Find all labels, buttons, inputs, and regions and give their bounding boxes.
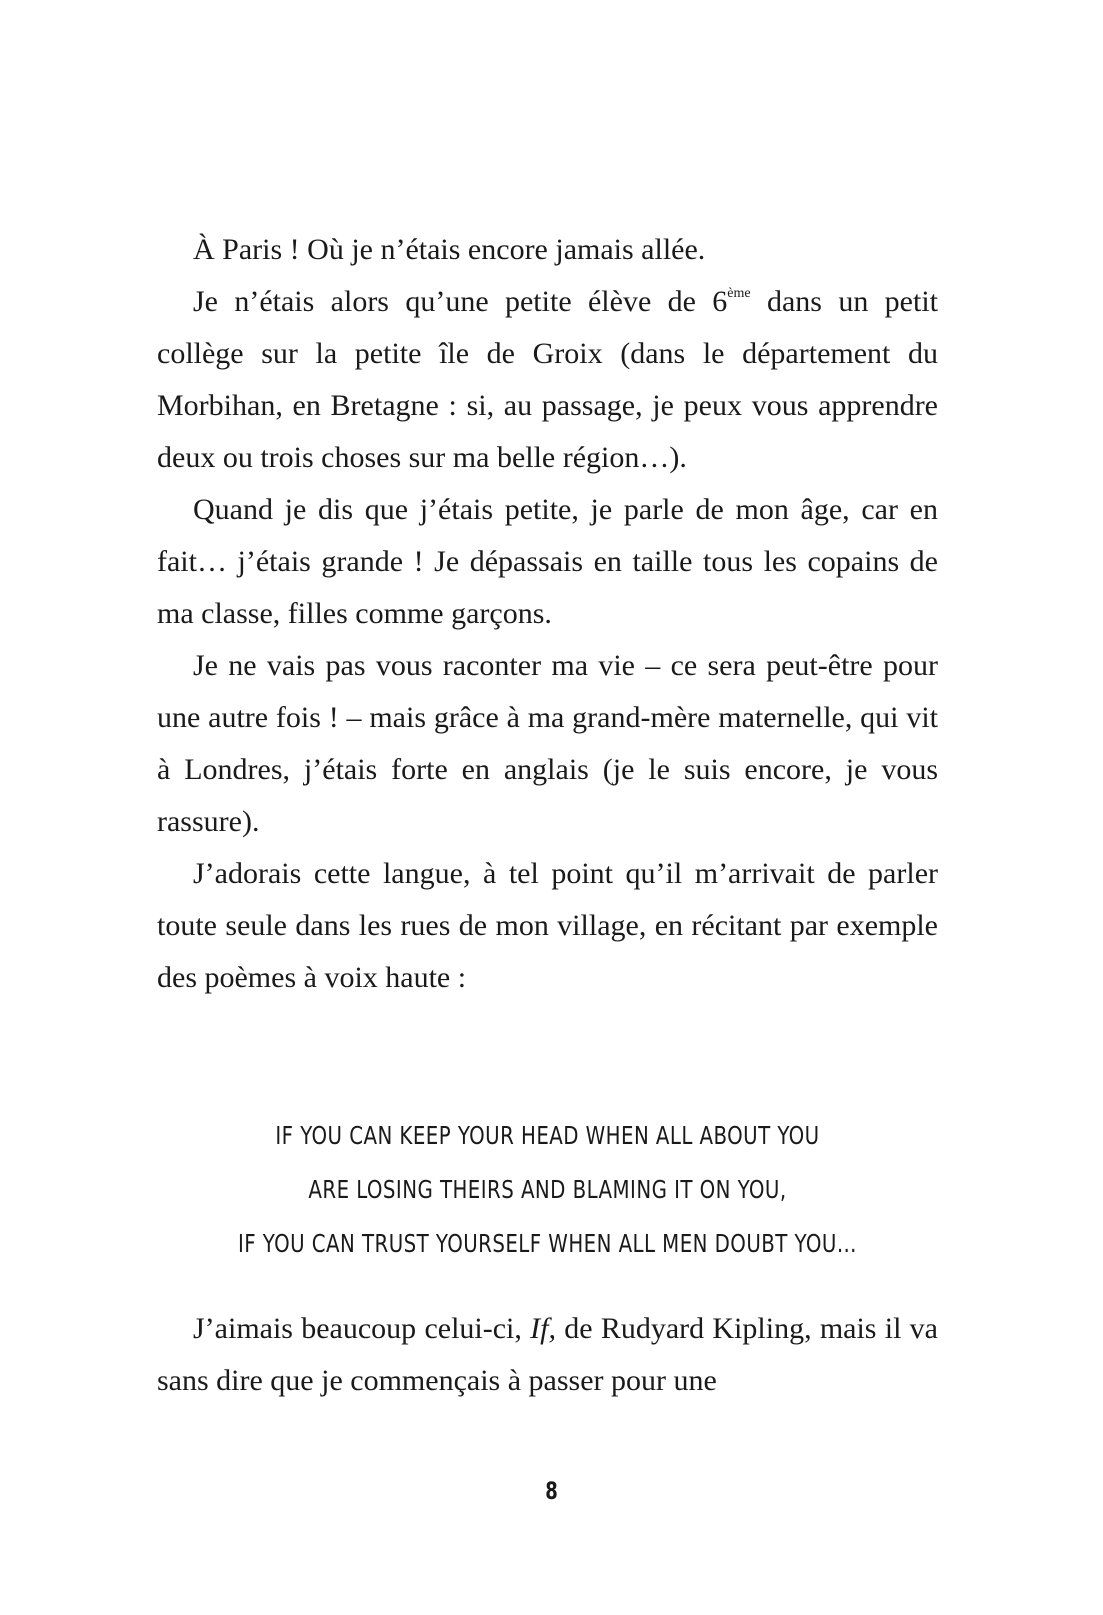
poem-title: If, [530,1312,556,1345]
body-text-bottom [157,1303,938,1407]
paragraph-2-start: Je n’étais alors qu’une petite élève de 6 [193,285,728,318]
poem-quote [204,1109,891,1271]
paragraph-2 [157,276,938,484]
paragraph-2-end: dans un petit collège sur la petite île de Groix (dans le département du Morbihan, en Bretagne : si, au passage, je peux vous apprendre deux ou trois choses sur ma belle région…). [157,285,938,474]
page-number: 8 [545,1477,558,1505]
paragraph-5: J’adorais cette langue, à tel point qu’il m’arrivait de parler toute seule dans les rues de mon village, en récitant par exemple des poèmes à voix haute : [157,857,938,994]
poem-line-3: IF YOU CAN TRUST YOURSELF WHEN ALL MEN DOUBT YOU… [237,1229,858,1258]
paragraph-3: Quand je dis que j’étais petite, je parle de mon âge, car en fait… j’étais grande ! Je dépassais en taille tous les copains de ma classe, filles comme garçons. [157,493,938,630]
paragraph-4: Je ne vais pas vous raconter ma vie – ce sera peut-être pour une autre fois ! – mais grâce à ma grand-mère maternelle, qui vit à Londres, j’étais forte en anglais (je le suis encore, je vous rassure). [157,649,938,838]
paragraph-6 [157,1303,938,1407]
paragraph-1: À Paris ! Où je n’étais encore jamais allée. [193,233,706,266]
poem-line-1: IF YOU CAN KEEP YOUR HEAD WHEN ALL ABOUT YOU [275,1121,820,1150]
paragraph-6-start: J’aimais beaucoup celui-ci, [193,1312,531,1345]
paragraph-6-end: de Rudyard Kipling, mais il va sans dire que je commençais à passer pour une [157,1312,938,1397]
ordinal-superscript: ème [727,286,751,301]
poem-line-2: ARE LOSING THEIRS AND BLAMING IT ON YOU, [308,1175,787,1204]
body-text-top [157,224,938,1004]
